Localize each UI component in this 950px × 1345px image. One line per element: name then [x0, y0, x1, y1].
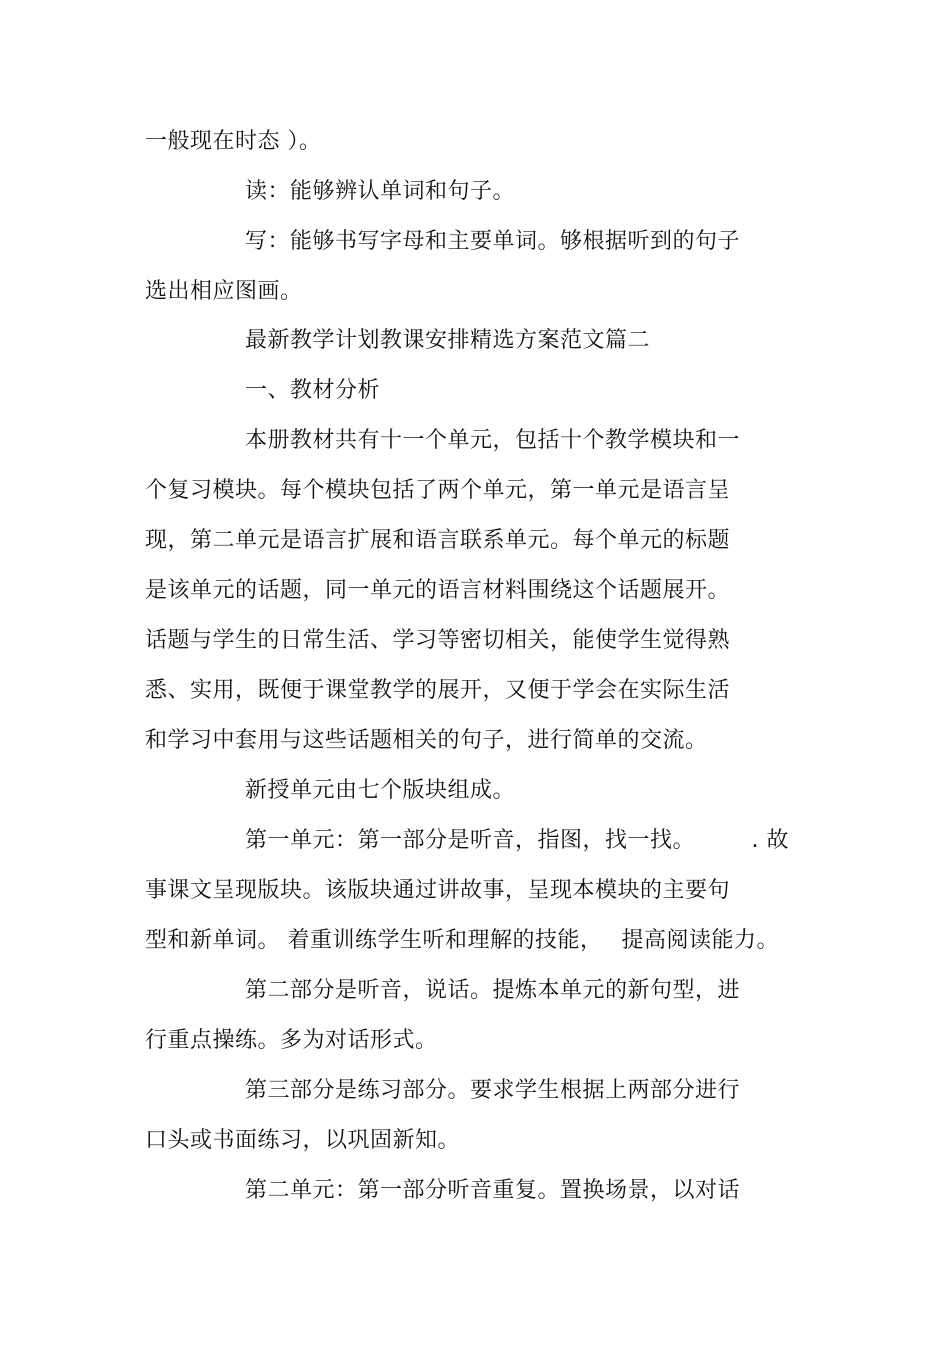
- text-line: 话题与学生的日常生活、学习等密切相关，能使学生觉得熟: [145, 628, 731, 653]
- section-subheading: 一、教材分析: [245, 378, 381, 403]
- text-line: 读：能够辨认单词和句子。: [245, 179, 516, 204]
- text-line: 本册教材共有十一个单元，包括十个教学模块和一: [245, 428, 741, 453]
- text-line: 一般现在时态 ）。: [145, 129, 322, 154]
- text-line: 悉、实用，既便于课堂教学的展开，又便于学会在实际生活: [145, 678, 731, 703]
- text-line: 个复习模块。每个模块包括了两个单元，第一单元是语言呈: [145, 478, 731, 503]
- section-heading: 最新教学计划教课安排精选方案范文篇二: [245, 328, 651, 353]
- text-line: 现，第二单元是语言扩展和语言联系单元。每个单元的标题: [145, 528, 731, 553]
- text-line: 第一单元：第一部分是听音，指图，找一找。 . 故: [245, 828, 789, 853]
- text-line: 第二部分是听音，说话。提炼本单元的新句型，进: [245, 978, 741, 1003]
- text-line: 新授单元由七个版块组成。: [245, 778, 516, 803]
- text-line: 事课文呈现版块。该版块通过讲故事，呈现本模块的主要句: [145, 878, 731, 903]
- text-line: 和学习中套用与这些话题相关的句子，进行简单的交流。: [145, 728, 708, 753]
- text-line: 第三部分是练习部分。要求学生根据上两部分进行: [245, 1078, 741, 1103]
- text-line: 行重点操练。多为对话形式。: [145, 1028, 438, 1053]
- text-line: 写：能够书写字母和主要单词。够根据听到的句子: [245, 229, 741, 254]
- text-line: 第二单元：第一部分听音重复。置换场景，以对话: [245, 1178, 741, 1203]
- text-line: 是该单元的话题，同一单元的语言材料围绕这个话题展开。: [145, 578, 731, 603]
- text-line: 口头或书面练习，以巩固新知。: [145, 1128, 461, 1153]
- text-line: 型和新单词。 着重训练学生听和理解的技能， 提高阅读能力。: [145, 928, 779, 953]
- text-line: 选出相应图画。: [145, 279, 303, 304]
